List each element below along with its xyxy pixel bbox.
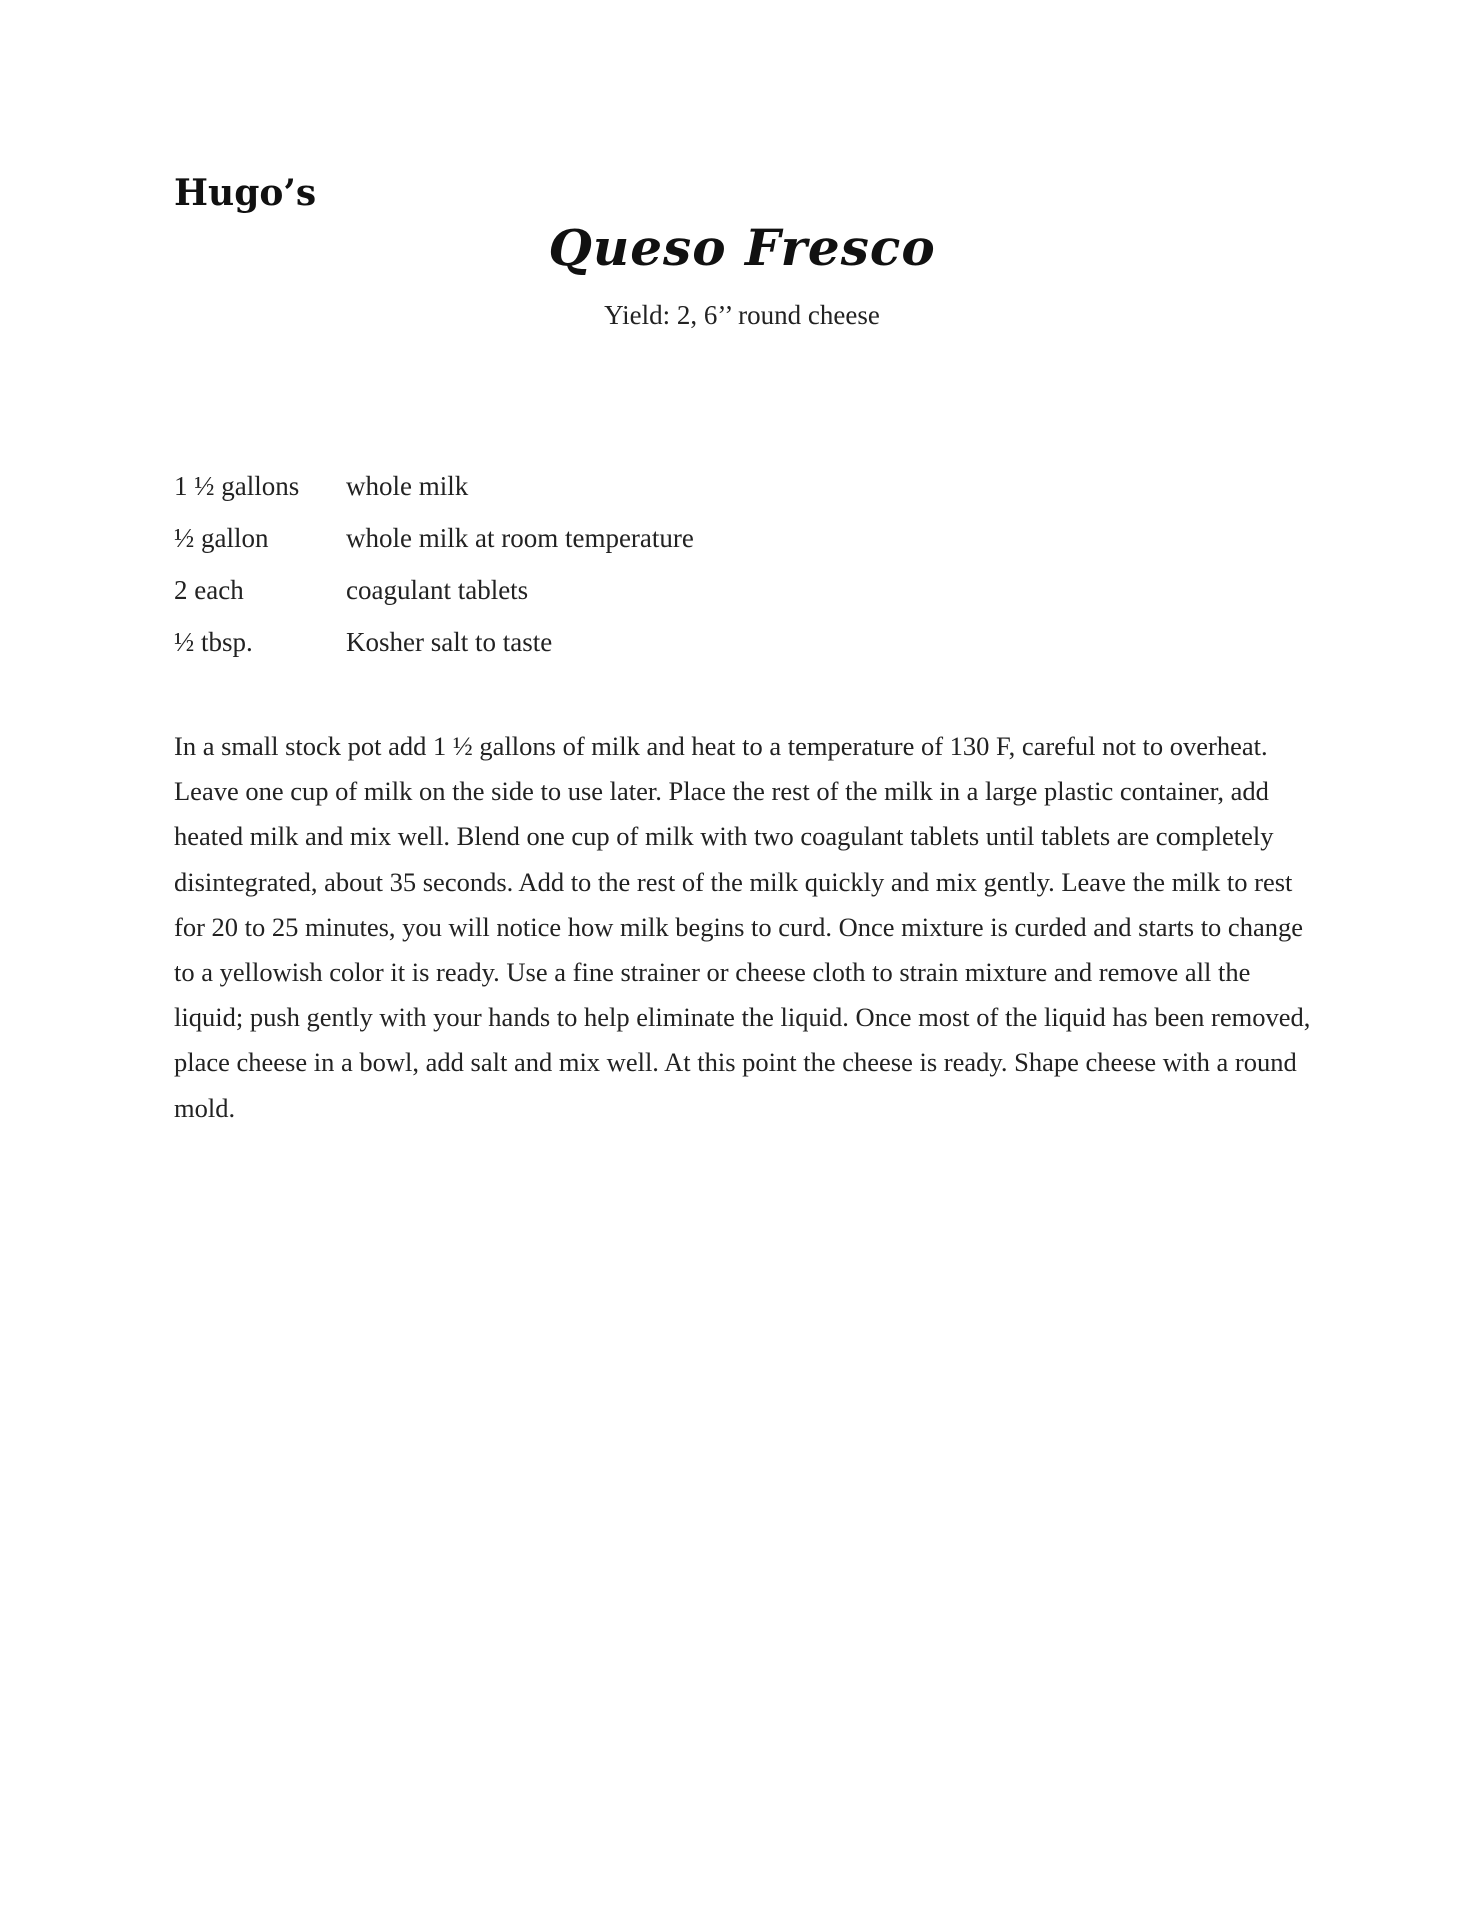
recipe-yield: Yield: 2, 6’’ round cheese bbox=[604, 300, 880, 330]
ingredient-quantity: ½ tbsp. bbox=[174, 627, 253, 657]
ingredient-row bbox=[174, 466, 1074, 518]
restaurant-name: Hugo’s bbox=[174, 172, 317, 214]
ingredient-quantity: ½ gallon bbox=[174, 523, 269, 553]
ingredient-row bbox=[174, 570, 1074, 622]
ingredient-quantity: 1 ½ gallons bbox=[174, 471, 300, 501]
ingredient-name: whole milk bbox=[346, 471, 469, 501]
ingredient-list bbox=[174, 466, 1074, 674]
recipe-title: Queso Fresco bbox=[548, 218, 936, 277]
ingredient-row bbox=[174, 622, 1074, 674]
instructions-paragraph: In a small stock pot add 1 ½ gallons of milk and heat to a temperature of 130 F, careful not to overheat. Leave one cup of milk on the side to use later. Place the rest of the milk in a large plastic container, add heated milk and mix well. Blend one cup of milk with two coagulant tablets until tablets are completely disintegrated, about 35 seconds. Add to the rest of the milk quickly and mix gently. Leave the milk to rest for 20 to 25 minutes, you will notice how milk begins to curd. Once mixture is curded and starts to change to a yellowish color it is ready. Use a fine strainer or cheese cloth to strain mixture and remove all the liquid; push gently with your hands to help eliminate the liquid. Once most of the liquid has been removed, place cheese in a bowl, add salt and mix well. At this point the cheese is ready. Shape cheese with a round mold. bbox=[174, 731, 1311, 1123]
ingredient-quantity: 2 each bbox=[174, 575, 244, 605]
ingredient-row bbox=[174, 518, 1074, 570]
ingredient-name: coagulant tablets bbox=[346, 575, 529, 605]
ingredient-name: whole milk at room temperature bbox=[346, 523, 694, 553]
ingredient-name: Kosher salt to taste bbox=[346, 627, 553, 657]
